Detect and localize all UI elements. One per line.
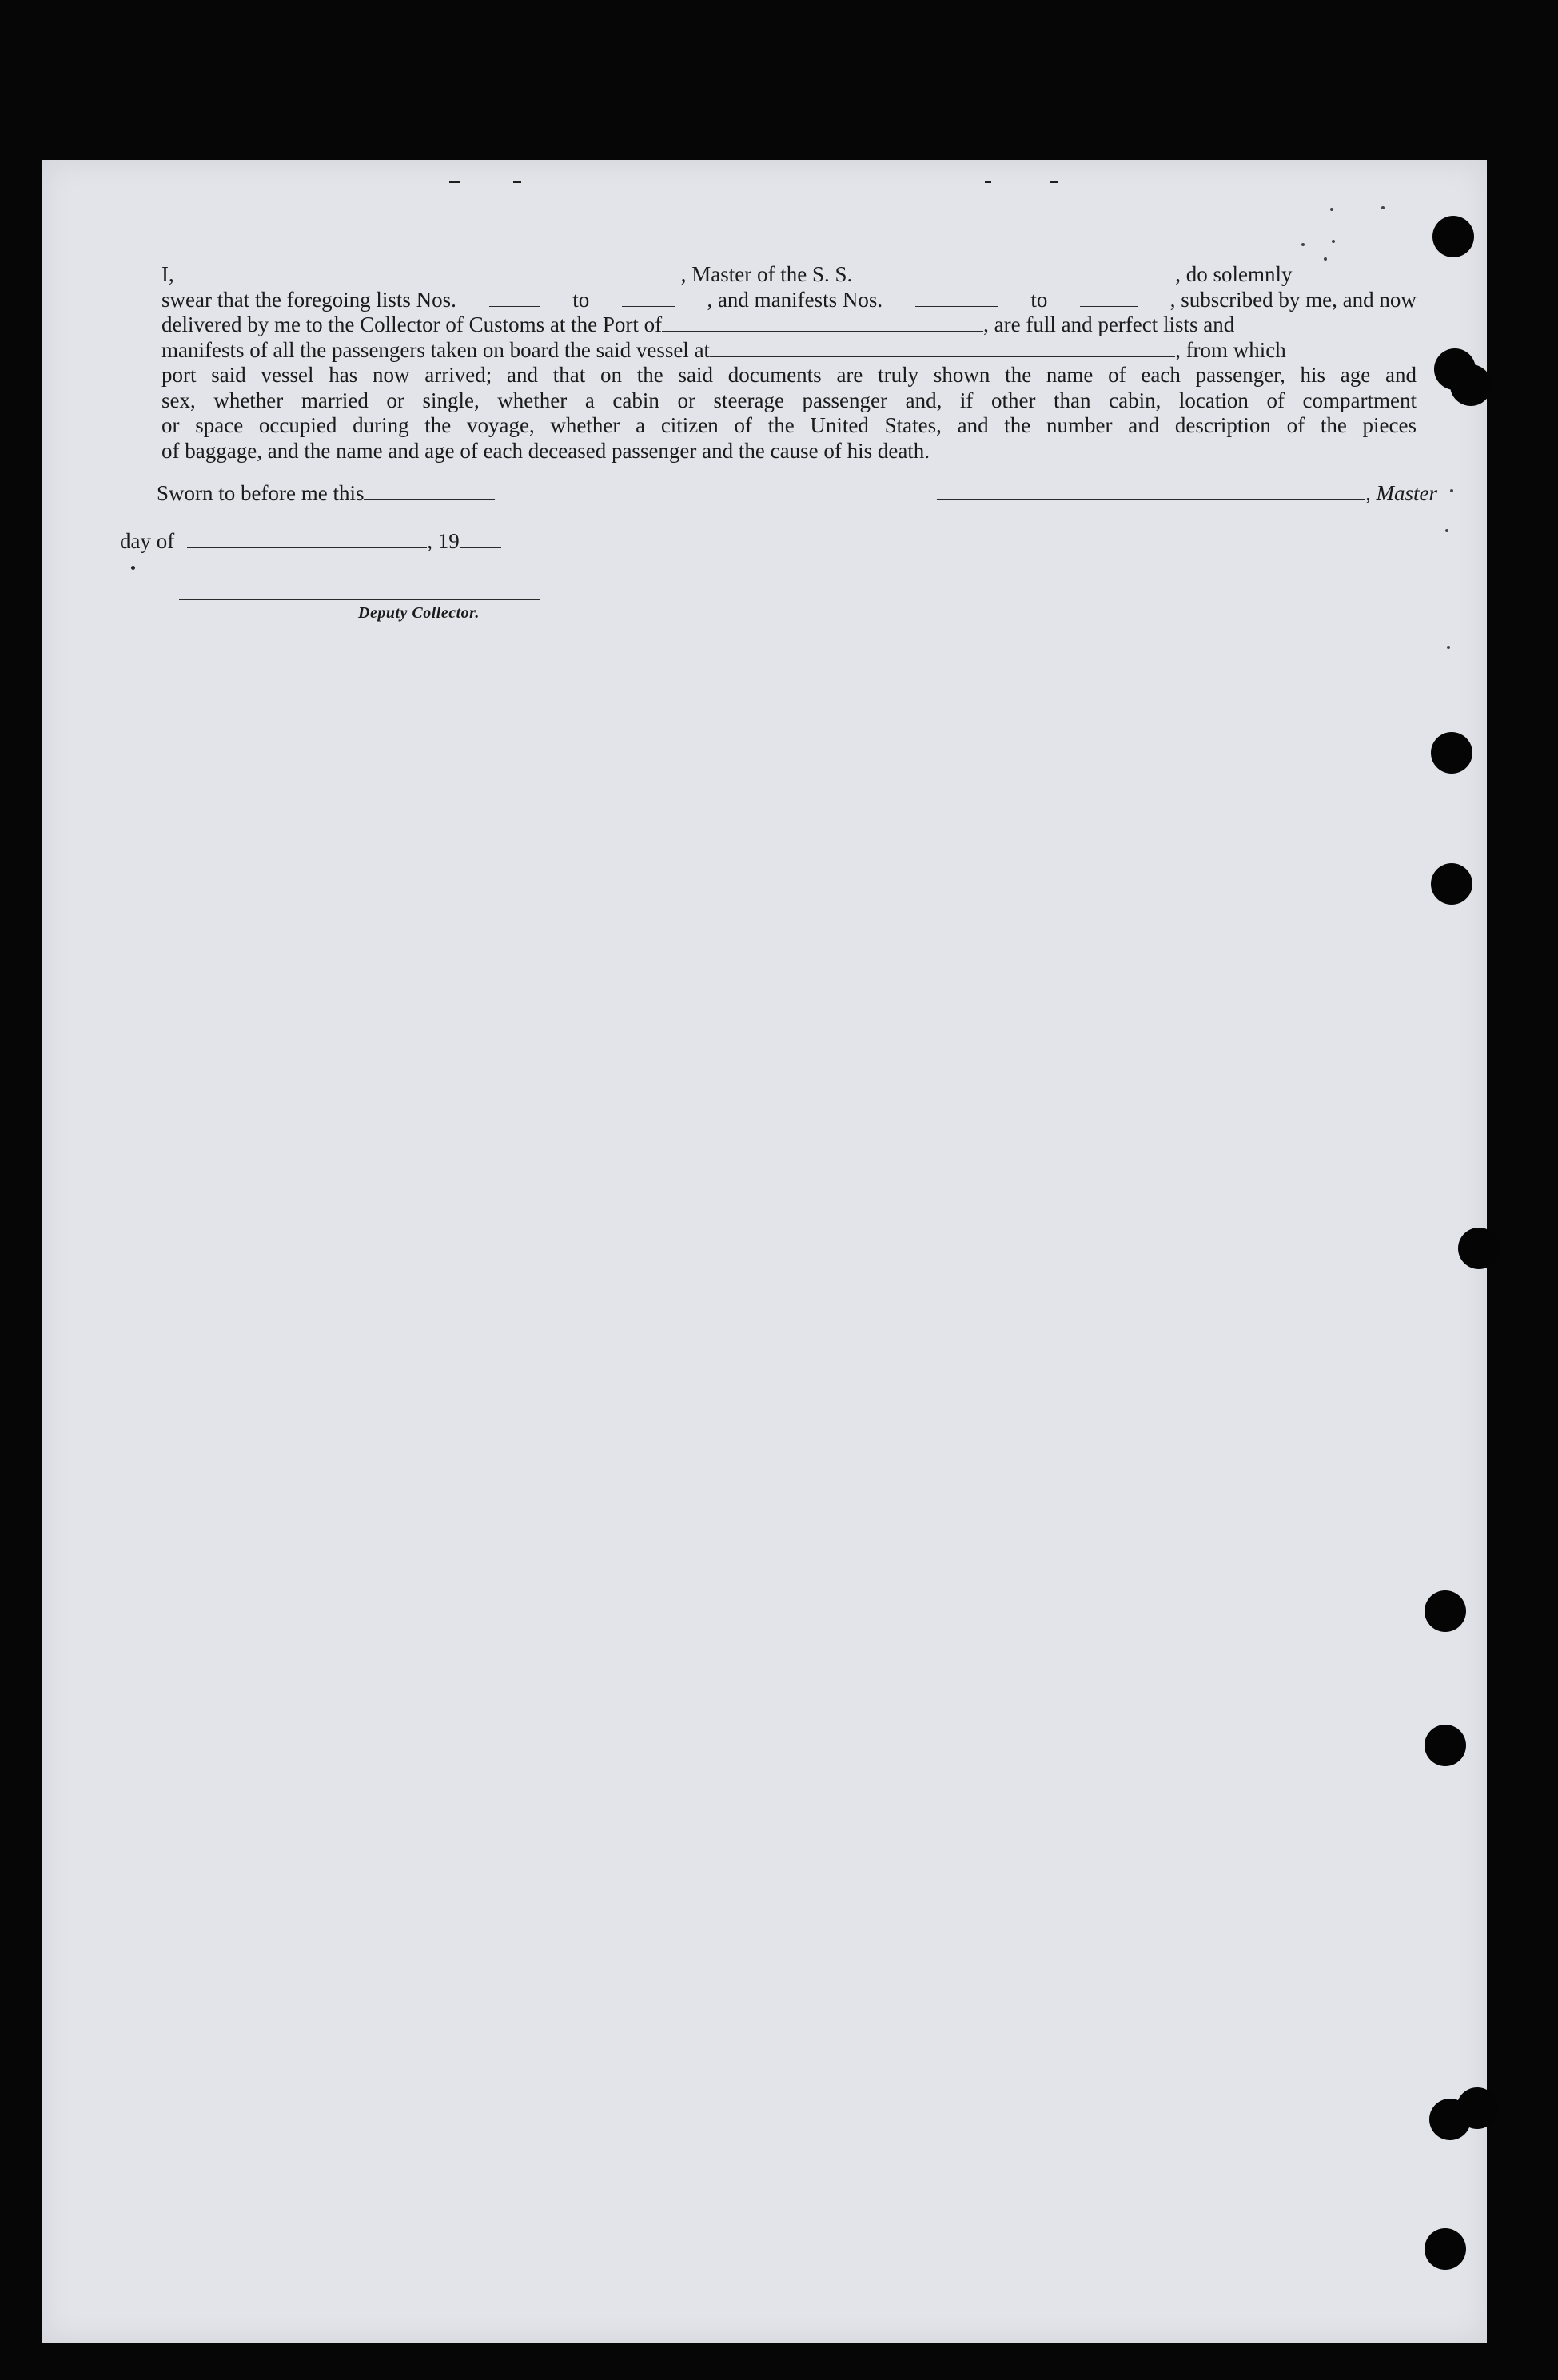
lists-to-blank <box>622 289 675 307</box>
manifests-from-blank <box>915 289 998 307</box>
oath-line-3 <box>161 312 1417 338</box>
oath-subscribed: , subscribed by me, and now <box>1169 287 1417 312</box>
top-tick-mark <box>985 181 991 183</box>
speck <box>1301 243 1305 246</box>
oath-from-which: , from which <box>1175 337 1286 362</box>
stray-dot <box>131 566 135 570</box>
year-blank <box>460 530 501 548</box>
oath-line-4 <box>161 338 1417 364</box>
oath-manifests-nos: , and manifests Nos. <box>707 287 883 312</box>
year-prefix: , 19 <box>427 529 460 553</box>
manifest-page <box>42 160 1487 2343</box>
port-blank <box>662 313 983 332</box>
departure-port-blank <box>710 339 1175 357</box>
oath-line-8: of baggage, and the name and age of each deceased passenger and the cause of his death. <box>161 438 930 463</box>
deputy-collector-label: Deputy Collector. <box>358 604 480 622</box>
day-line <box>120 529 501 554</box>
oath-line-7: or space occupied during the voyage, whether a citizen of the United States, and the number and description of the pieces <box>161 413 1417 437</box>
sworn-date-blank <box>364 482 495 500</box>
punch-hole <box>1431 732 1472 774</box>
oath-vessel-at: manifests of all the passengers taken on board the said vessel at <box>161 337 711 362</box>
oath-lists-nos: swear that the foregoing lists Nos. <box>161 287 456 312</box>
punch-hole <box>1458 1228 1500 1269</box>
oath-paragraph <box>161 262 1417 464</box>
speck <box>1450 489 1453 492</box>
top-tick-mark <box>513 181 521 183</box>
oath-to-2: to <box>1030 287 1048 312</box>
master-name-blank <box>192 263 681 281</box>
punch-hole <box>1425 1725 1466 1766</box>
speck <box>1332 240 1335 243</box>
sworn-line <box>157 481 495 506</box>
oath-line-1 <box>161 262 1417 288</box>
lists-from-blank <box>489 289 540 307</box>
speck <box>1445 529 1448 532</box>
oath-line-2 <box>161 288 1417 313</box>
punch-hole <box>1456 2087 1498 2129</box>
vessel-name-blank <box>852 263 1175 281</box>
punch-hole <box>1431 863 1472 905</box>
oath-solemnly: , do solemnly <box>1175 262 1293 286</box>
punch-hole <box>1432 216 1474 257</box>
bleed-through-text <box>657 496 667 515</box>
master-title: , Master <box>1365 481 1437 505</box>
oath-to-1: to <box>572 287 590 312</box>
manifests-to-blank <box>1080 289 1138 307</box>
oath-i: I, <box>161 262 174 286</box>
top-tick-mark <box>1050 181 1058 183</box>
speck <box>1324 257 1327 261</box>
master-signature-blank <box>937 482 1365 500</box>
oath-line-6: sex, whether married or single, whether a cabin or steerage passenger and, if other than cabin, location of compartment <box>161 388 1417 412</box>
punch-hole <box>1450 364 1492 406</box>
sworn-text: Sworn to before me this <box>157 481 365 505</box>
speck <box>1381 206 1385 209</box>
day-of-blank <box>187 530 427 548</box>
top-tick-mark <box>449 181 460 183</box>
oath-master-of-ss: , Master of the S. S. <box>680 262 853 286</box>
day-of-text: day of <box>120 529 175 553</box>
master-signature-line <box>937 481 1437 506</box>
speck <box>1330 208 1333 211</box>
oath-port-of: delivered by me to the Collector of Customs at the Port of <box>161 312 663 336</box>
deputy-signature-rule <box>179 599 540 600</box>
speck <box>1447 646 1450 649</box>
oath-full-perfect: , are full and perfect lists and <box>983 312 1235 336</box>
punch-hole <box>1425 2228 1466 2270</box>
oath-line-5: port said vessel has now arrived; and that on the said documents are truly shown the name of each passenger, his age and <box>161 363 1417 387</box>
punch-hole <box>1425 1590 1466 1632</box>
